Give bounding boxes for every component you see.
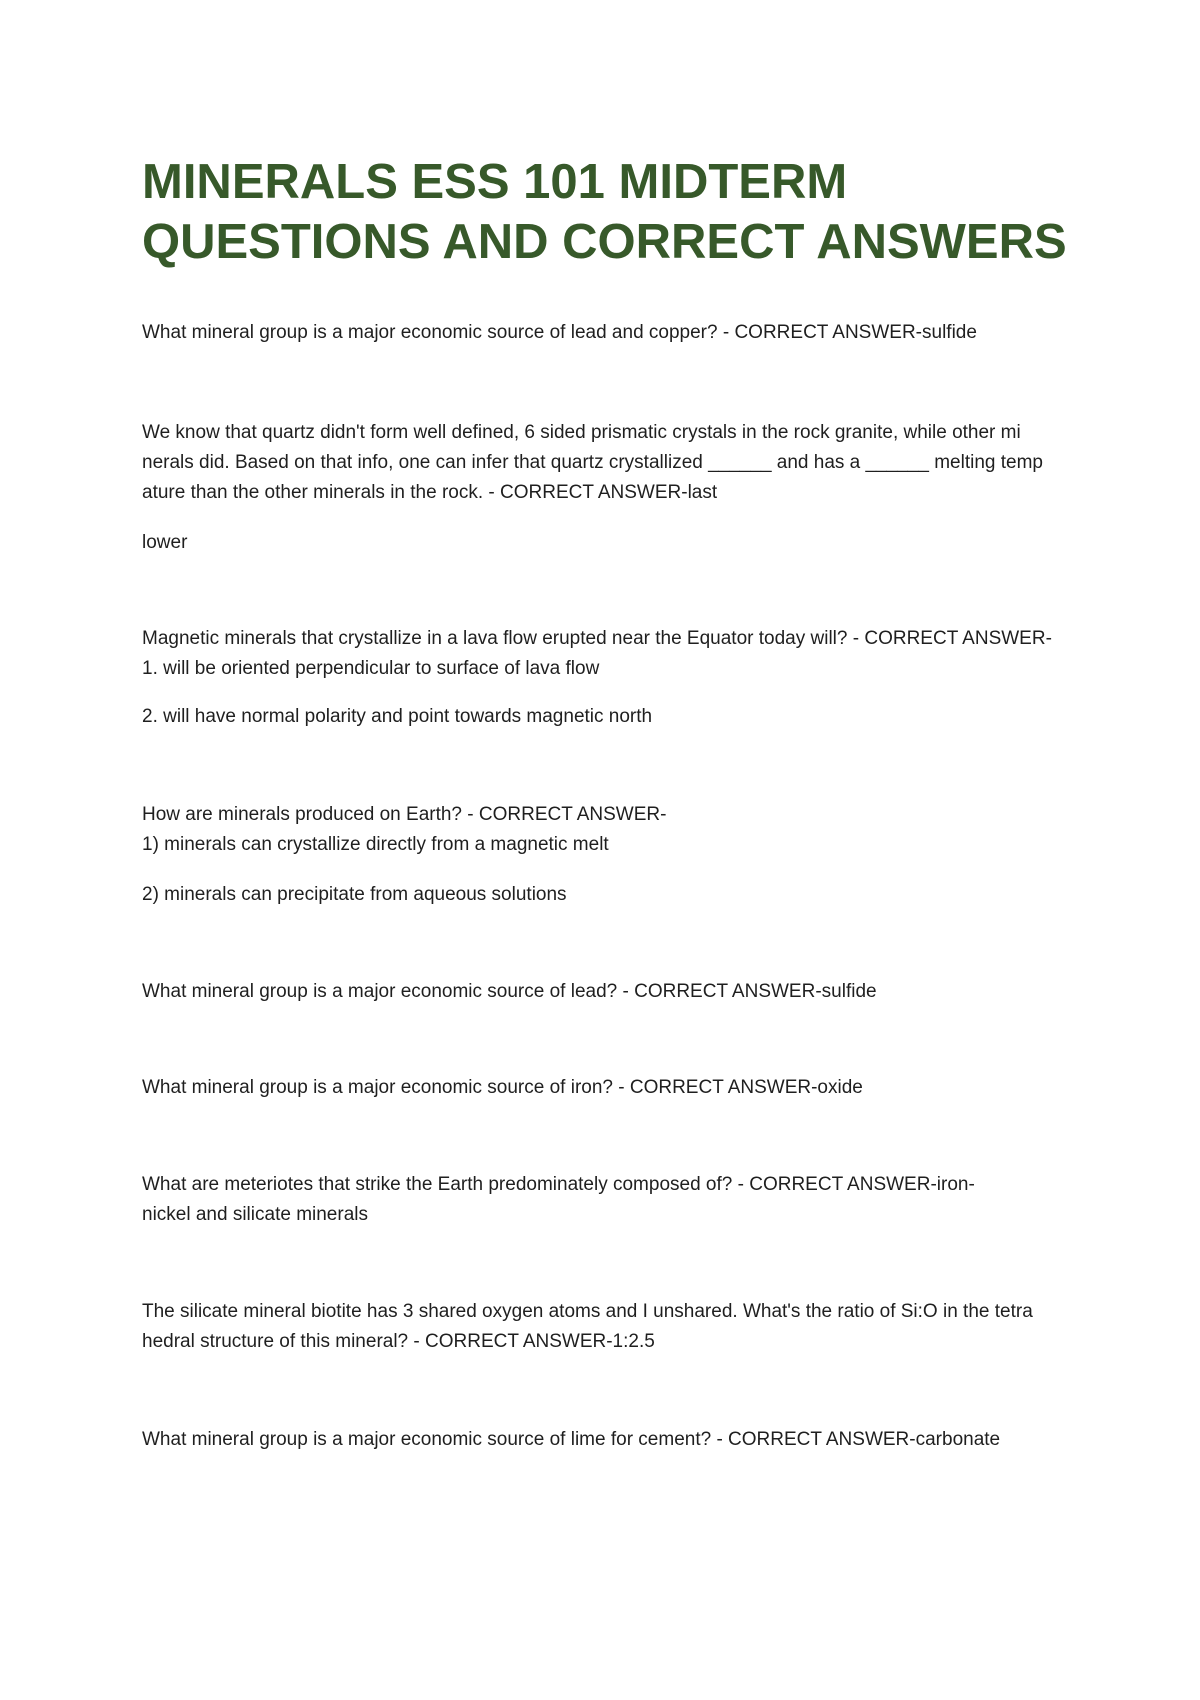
qa-item-4-extra (142, 880, 1072, 910)
qa-text-line: hedral structure of this mineral? - CORRECT ANSWER-1:2.5 (142, 1331, 655, 1352)
qa-text-line: The silicate mineral biotite has 3 shared oxygen atoms and I unshared. What's the ratio of Si:O in the tetra (142, 1301, 1033, 1322)
qa-item-6 (142, 1073, 1072, 1103)
qa-text-line: nickel and silicate minerals (142, 1204, 368, 1225)
qa-item-3 (142, 624, 1072, 684)
qa-text-line: 2) minerals can precipitate from aqueous solutions (142, 884, 567, 905)
qa-text-line: What mineral group is a major economic source of iron? - CORRECT ANSWER-oxide (142, 1077, 863, 1098)
qa-text-line: lower (142, 532, 188, 553)
qa-item-5 (142, 977, 1072, 1007)
qa-text-line: How are minerals produced on Earth? - CORRECT ANSWER- (142, 804, 667, 825)
document-title (142, 152, 1102, 272)
qa-text-line: We know that quartz didn't form well defined, 6 sided prismatic crystals in the rock granite, while other mi (142, 422, 1021, 443)
title-line-2: QUESTIONS AND CORRECT ANSWERS (142, 215, 1067, 269)
qa-item-2-extra (142, 528, 1072, 558)
qa-item-8 (142, 1297, 1072, 1357)
qa-item-4 (142, 800, 1072, 860)
title-line-1: MINERALS ESS 101 MIDTERM (142, 155, 848, 209)
qa-text-line: 2. will have normal polarity and point towards magnetic north (142, 706, 653, 727)
qa-item-2 (142, 418, 1072, 508)
qa-item-9 (142, 1425, 1072, 1455)
qa-text-line: 1. will be oriented perpendicular to surface of lava flow (142, 658, 600, 679)
qa-item-7 (142, 1170, 1072, 1230)
qa-text-line: What mineral group is a major economic source of lead and copper? - CORRECT ANSWER-sulfide (142, 322, 977, 343)
qa-item-1 (142, 318, 1072, 348)
qa-text-line: ature than the other minerals in the rock. - CORRECT ANSWER-last (142, 482, 718, 503)
qa-text-line: What mineral group is a major economic source of lead? - CORRECT ANSWER-sulfide (142, 981, 877, 1002)
qa-text-line: 1) minerals can crystallize directly from a magnetic melt (142, 834, 609, 855)
qa-text-line: What mineral group is a major economic source of lime for cement? - CORRECT ANSWER-carbonate (142, 1429, 1001, 1450)
qa-text-line: What are meteriotes that strike the Earth predominately composed of? - CORRECT ANSWER-iron- (142, 1174, 975, 1195)
qa-item-3-extra (142, 702, 1072, 732)
qa-text-line: nerals did. Based on that info, one can infer that quartz crystallized ______ and has a ______ melting temp (142, 452, 1043, 473)
qa-text-line: Magnetic minerals that crystallize in a lava flow erupted near the Equator today will? - CORRECT ANSWER- (142, 628, 1052, 649)
